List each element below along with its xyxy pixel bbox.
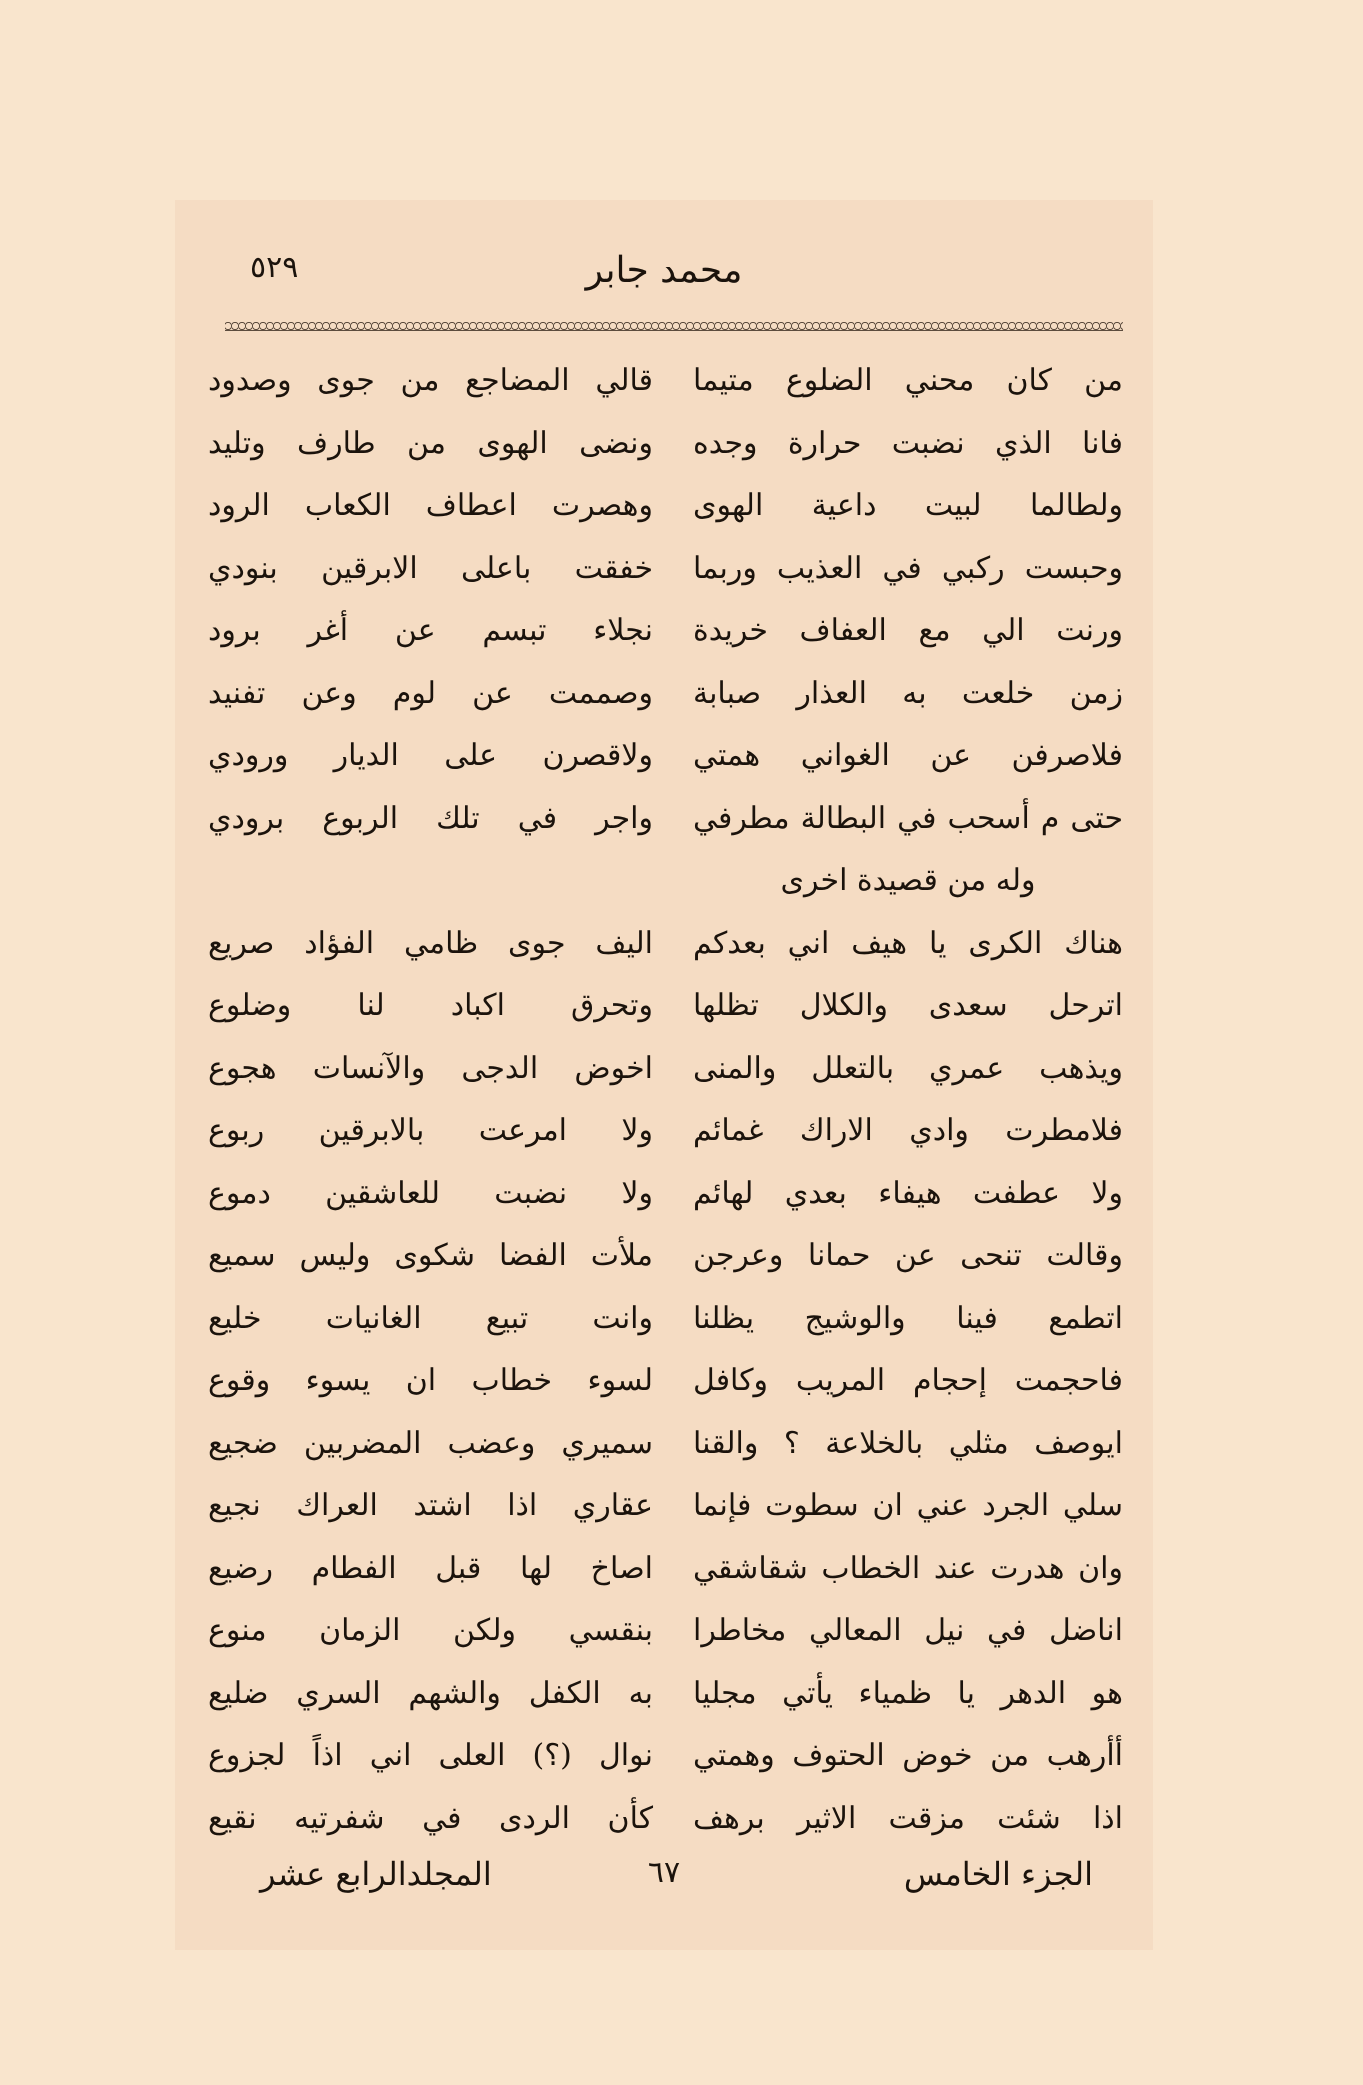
header-divider: [225, 318, 1123, 331]
verse-line: وان هدرت عند الخطاب شقاشقي: [693, 1550, 1123, 1586]
verse-line: اذا شئت مزقت الاثير برهف: [693, 1800, 1123, 1836]
verse-line: فلاصرفن عن الغواني همتي: [693, 738, 1123, 773]
verse-line: خفقت باعلى الابرقين بنودي: [208, 550, 653, 586]
verse-line: فانا الذي نضبت حرارة وجده: [693, 425, 1123, 461]
footer-part: الجزء الخامس: [903, 1855, 1093, 1893]
verse-line: فلامطرت وادي الاراك غمائم: [693, 1113, 1123, 1148]
verse-line: زمن خلعت به العذار صبابة: [693, 675, 1123, 711]
verse-line: سميري وعضب المضربين ضجيع: [208, 1425, 653, 1461]
author-name: محمد جابر: [585, 250, 743, 291]
verse-line: بنقسي ولكن الزمان منوع: [208, 1613, 653, 1648]
verse-line: وقالت تنحى عن حمانا وعرجن: [693, 1238, 1123, 1273]
book-page: [175, 200, 1153, 1950]
verse-line: ملأت الفضا شكوى وليس سميع: [208, 1238, 653, 1273]
verse-line: ولا نضبت للعاشقين دموع: [208, 1175, 653, 1211]
verse-line: قالي المضاجع من جوى وصدود: [208, 363, 653, 398]
verse-line: وانت تبيع الغانيات خليع: [208, 1300, 653, 1336]
verse-line: من كان محني الضلوع متيما: [693, 363, 1123, 398]
verse-line: وله من قصيدة اخرى: [780, 863, 1036, 898]
verse-line: ورنت الي مع العفاف خريدة: [693, 613, 1123, 648]
page-number: ٥٢٩: [250, 250, 299, 285]
verse-line: هناك الكرى يا هيف اني بعدكم: [693, 925, 1123, 961]
verse-line: اخوض الدجى والآنسات هجوع: [208, 1050, 653, 1086]
verse-line: ولا عطفت هيفاء بعدي لهائم: [693, 1175, 1123, 1211]
verse-line: عقاري اذا اشتد العراك نجيع: [208, 1488, 653, 1523]
verse-line: حتى م أسحب في البطالة مطرفي: [693, 800, 1123, 836]
verse-line: نجلاء تبسم عن أغر برود: [208, 613, 653, 648]
verse-line: اترحل سعدى والكلال تظلها: [693, 988, 1123, 1023]
verse-line: [208, 850, 653, 912]
verse-line: ويذهب عمري بالتعلل والمنى: [693, 1050, 1123, 1086]
verse-line: فاحجمت إحجام المريب وكافل: [693, 1363, 1123, 1398]
verse-line: وتحرق اكباد لنا وضلوع: [208, 988, 653, 1023]
verse-line: ونضى الهوى من طارف وتليد: [208, 425, 653, 461]
verse-line: كأن الردى في شفرتيه نقيع: [208, 1800, 653, 1836]
verse-line: نوال (؟) العلى اني اذاً لجزوع: [208, 1738, 653, 1773]
verse-line: واجر في تلك الربوع برودي: [208, 800, 653, 836]
verse-line: هو الدهر يا ظمياء يأتي مجليا: [693, 1675, 1123, 1711]
verse-line: به الكفل والشهم السري ضليع: [208, 1675, 653, 1711]
verse-line: وهصرت اعطاف الكعاب الرود: [208, 488, 653, 523]
verse-line: أأرهب من خوض الحتوف وهمتي: [693, 1738, 1123, 1773]
verse-line: ولطالما لبيت داعية الهوى: [693, 488, 1123, 523]
verse-line: ولا امرعت بالابرقين ربوع: [208, 1113, 653, 1148]
verse-line: وحبست ركبي في العذيب وربما: [693, 550, 1123, 586]
verse-line: ولاقصرن على الديار ورودي: [208, 738, 653, 773]
verse-line: اصاخ لها قبل الفطام رضيع: [208, 1550, 653, 1586]
verse-line: وصممت عن لوم وعن تفنيد: [208, 675, 653, 711]
verse-line: سلي الجرد عني ان سطوت فإنما: [693, 1488, 1123, 1523]
verse-line: لسوء خطاب ان يسوء وقوع: [208, 1363, 653, 1398]
page-footer: [175, 1855, 1153, 1905]
footer-volume: المجلدالرابع عشر: [260, 1855, 492, 1893]
footer-page-number: ٦٧: [647, 1855, 681, 1890]
page-header: [175, 250, 1153, 300]
verse-line: اناضل في نيل المعالي مخاطرا: [693, 1613, 1123, 1648]
verse-line: ايوصف مثلي بالخلاعة ؟ والقنا: [693, 1425, 1123, 1461]
verse-line: اليف جوى ظامي الفؤاد صريع: [208, 925, 653, 961]
verse-line: اتطمع فينا والوشيج يظلنا: [693, 1300, 1123, 1336]
